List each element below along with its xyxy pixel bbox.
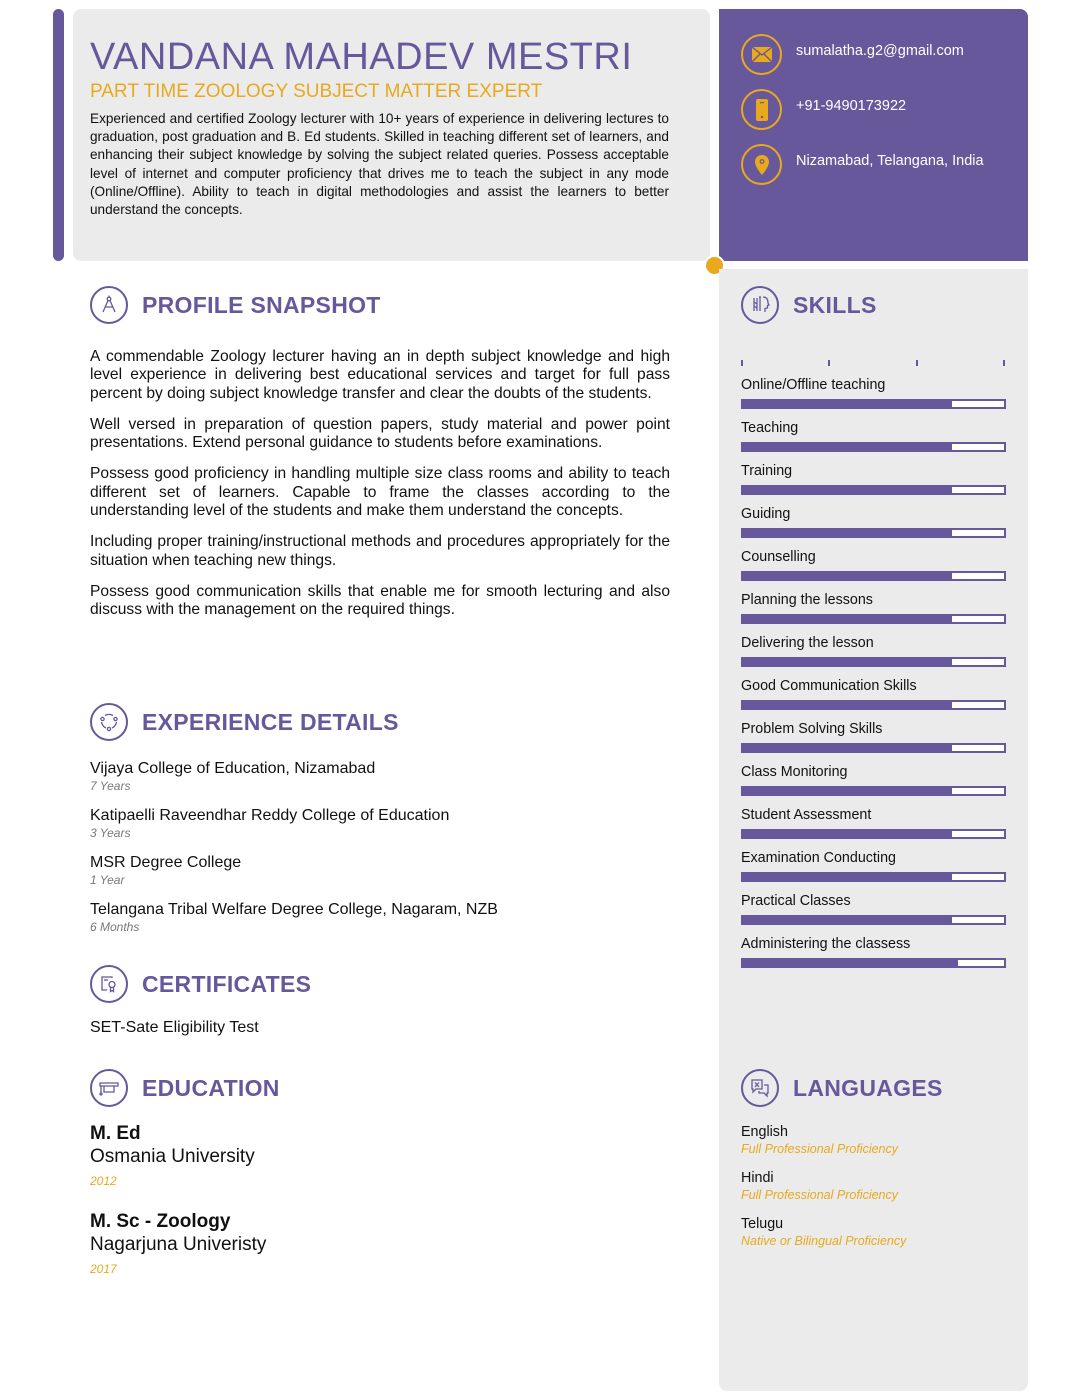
scale-tick: [916, 360, 918, 366]
employment-duration: 7 Years: [90, 779, 131, 793]
compass-icon: [90, 286, 128, 324]
skill-level-fill: [743, 444, 952, 450]
employment-duration: 6 Months: [90, 920, 140, 934]
profile-paragraph: Possess good proficiency in handling multiple size class rooms and ability to teach different set of learners. Capable to frame the classes according to the understanding level of the students and make them understand the concepts.: [90, 465, 670, 520]
skill-label: Examination Conducting: [741, 850, 896, 866]
scale-tick: [828, 360, 830, 366]
skill-label: Online/Offline teaching: [741, 377, 886, 393]
scale-tick: [741, 360, 743, 366]
education-item: [90, 1123, 670, 1188]
skill-level-fill: [743, 702, 952, 708]
skill-item: [741, 419, 1006, 452]
header-panel: [73, 9, 710, 261]
skill-label: Delivering the lesson: [741, 635, 874, 651]
skill-label: Counselling: [741, 549, 816, 565]
skill-level-bar: [741, 485, 1006, 495]
skills-heading: [741, 285, 1006, 325]
contact-location: Nizamabad, Telangana, India: [796, 152, 984, 169]
language-proficiency: Full Professional Proficiency: [741, 1142, 899, 1156]
skill-level-bar: [741, 958, 1006, 968]
section-title: SKILLS: [793, 291, 877, 318]
skill-item: [741, 462, 1006, 495]
experience-section: [90, 702, 670, 947]
skill-level-bar: [741, 528, 1006, 538]
experience-item: [90, 853, 670, 887]
skill-level-fill: [743, 874, 952, 880]
profile-heading: [90, 285, 670, 325]
profile-paragraph: Well versed in preparation of question papers, study material and power point presentations. Extend personal guidance to students before examinations.: [90, 415, 670, 452]
skill-label: Planning the lessons: [741, 592, 873, 608]
section-title: LANGUAGES: [793, 1074, 943, 1101]
skill-label: Training: [741, 463, 793, 479]
experience-heading: [90, 702, 670, 742]
languages-heading: [741, 1068, 1006, 1108]
skill-item: [741, 720, 1006, 753]
skill-level-fill: [743, 788, 952, 794]
profile-section: [90, 285, 670, 620]
skill-item: [741, 548, 1006, 581]
job-title: PART TIME ZOOLOGY SUBJECT MATTER EXPERT: [90, 81, 543, 102]
language-name: Hindi: [741, 1170, 774, 1186]
employment-duration: 3 Years: [90, 826, 131, 840]
languages-section: [741, 1068, 1006, 1261]
skill-label: Practical Classes: [741, 893, 851, 909]
summary-text: Experienced and certified Zoology lecturer with 10+ years of experience in delivering lectures to graduation, post graduation and B. Ed students. Skilled in teaching different set of learners, and enhancing their subject knowledge by solving the subject related queries. Possess acceptable level of internet and computer proficiency that drives me to teach the subject in any mode (Online/Offline). Ability to teach in digital methodologies and assist the learners to better understand the concepts.: [90, 111, 669, 218]
certificate-icon: [90, 965, 128, 1003]
experience-item: [90, 806, 670, 840]
skill-item: [741, 849, 1006, 882]
skill-label: Guiding: [741, 506, 791, 522]
graduation-year: 2012: [90, 1174, 117, 1188]
main-column: [90, 285, 670, 1276]
skill-level-fill: [743, 659, 952, 665]
employer-name: Katipaelli Raveendhar Reddy College of Education: [90, 807, 450, 824]
certificates-heading: [90, 964, 670, 1004]
network-cycle-icon: [90, 703, 128, 741]
employer-name: Vijaya College of Education, Nizamabad: [90, 760, 376, 777]
skills-list: [741, 376, 1006, 968]
skill-level-fill: [743, 487, 952, 493]
language-name: Telugu: [741, 1216, 784, 1232]
employer-name: MSR Degree College: [90, 854, 242, 871]
skill-level-fill: [743, 745, 952, 751]
skill-item: [741, 935, 1006, 968]
skill-scale-ticks: [741, 360, 1006, 368]
contact-email-row: [741, 34, 1028, 75]
candidate-name: VANDANA MAHADEV MESTRI: [90, 36, 633, 78]
skill-item: [741, 591, 1006, 624]
skill-label: Class Monitoring: [741, 764, 848, 780]
experience-item: [90, 900, 670, 934]
language-proficiency: Native or Bilingual Proficiency: [741, 1234, 907, 1248]
language-item: [741, 1123, 1006, 1157]
profile-paragraph: A commendable Zoology lecturer having an in depth subject knowledge and high level experience in delivering best educational services and target for full pass percent by doing subject knowledge transfer and clear the doubts of the students.: [90, 348, 670, 402]
skill-level-fill: [743, 831, 952, 837]
certificates-section: [90, 964, 670, 1037]
skills-head-icon: [741, 286, 779, 324]
degree-name: M. Sc - Zoology: [90, 1211, 231, 1232]
skill-label: Student Assessment: [741, 807, 872, 823]
section-title: EXPERIENCE DETAILS: [142, 708, 399, 735]
graduation-year: 2017: [90, 1262, 117, 1276]
skill-level-fill: [743, 530, 952, 536]
skill-item: [741, 763, 1006, 796]
translate-icon: [741, 1069, 779, 1107]
location-pin-icon: [741, 144, 782, 185]
section-title: CERTIFICATES: [142, 970, 312, 997]
skill-label: Good Communication Skills: [741, 678, 917, 694]
skill-level-fill: [743, 401, 952, 407]
skill-level-fill: [743, 917, 952, 923]
employer-name: Telangana Tribal Welfare Degree College, Nagaram, NZB: [90, 901, 498, 918]
skill-item: [741, 634, 1006, 667]
phone-icon: [741, 89, 782, 130]
skill-level-bar: [741, 657, 1006, 667]
skill-level-bar: [741, 442, 1006, 452]
skill-label: Teaching: [741, 420, 799, 436]
skill-level-bar: [741, 872, 1006, 882]
language-proficiency: Full Professional Proficiency: [741, 1188, 899, 1202]
skill-level-bar: [741, 571, 1006, 581]
education-item: [90, 1211, 670, 1276]
skill-level-fill: [743, 960, 958, 966]
skill-level-fill: [743, 616, 952, 622]
profile-paragraph: Including proper training/instructional methods and procedures appropriately for the situation when teaching new things.: [90, 533, 670, 569]
language-item: [741, 1169, 1006, 1203]
contact-email[interactable]: sumalatha.g2@gmail.com: [796, 42, 964, 59]
skill-item: [741, 505, 1006, 538]
experience-item: [90, 759, 670, 793]
skill-item: [741, 677, 1006, 710]
language-item: [741, 1215, 1006, 1249]
skill-level-bar: [741, 743, 1006, 753]
section-title: EDUCATION: [142, 1074, 280, 1101]
skill-label: Problem Solving Skills: [741, 721, 883, 737]
skill-item: [741, 806, 1006, 839]
skills-section: [741, 269, 1006, 968]
language-name: English: [741, 1124, 788, 1140]
sidebar: [719, 269, 1028, 1391]
certificate-item: SET-Sate Eligibility Test: [90, 1019, 259, 1036]
skill-level-fill: [743, 573, 952, 579]
skill-item: [741, 892, 1006, 925]
degree-name: M. Ed: [90, 1123, 141, 1144]
employment-duration: 1 Year: [90, 873, 125, 887]
email-icon: [741, 34, 782, 75]
contact-phone-row: [741, 89, 1028, 130]
section-title: PROFILE SNAPSHOT: [142, 291, 381, 318]
skill-level-bar: [741, 700, 1006, 710]
education-heading: [90, 1068, 670, 1108]
skill-level-bar: [741, 829, 1006, 839]
graduation-cap-icon: [90, 1069, 128, 1107]
university-name: Osmania University: [90, 1146, 255, 1167]
skill-item: [741, 376, 1006, 409]
skill-label: Administering the classess: [741, 936, 911, 952]
profile-paragraph: Possess good communication skills that enable me for smooth lecturing and also discuss with the management on the required things.: [90, 582, 670, 619]
skill-level-bar: [741, 786, 1006, 796]
skill-level-bar: [741, 915, 1006, 925]
contact-panel: [719, 9, 1028, 261]
contact-location-row: [741, 144, 1028, 185]
skill-level-bar: [741, 399, 1006, 409]
contact-phone[interactable]: +91-9490173922: [796, 97, 907, 114]
education-section: [90, 1068, 670, 1276]
scale-tick: [1003, 360, 1005, 366]
skill-level-bar: [741, 614, 1006, 624]
university-name: Nagarjuna Univeristy: [90, 1234, 267, 1255]
header-accent-bar: [53, 9, 64, 261]
